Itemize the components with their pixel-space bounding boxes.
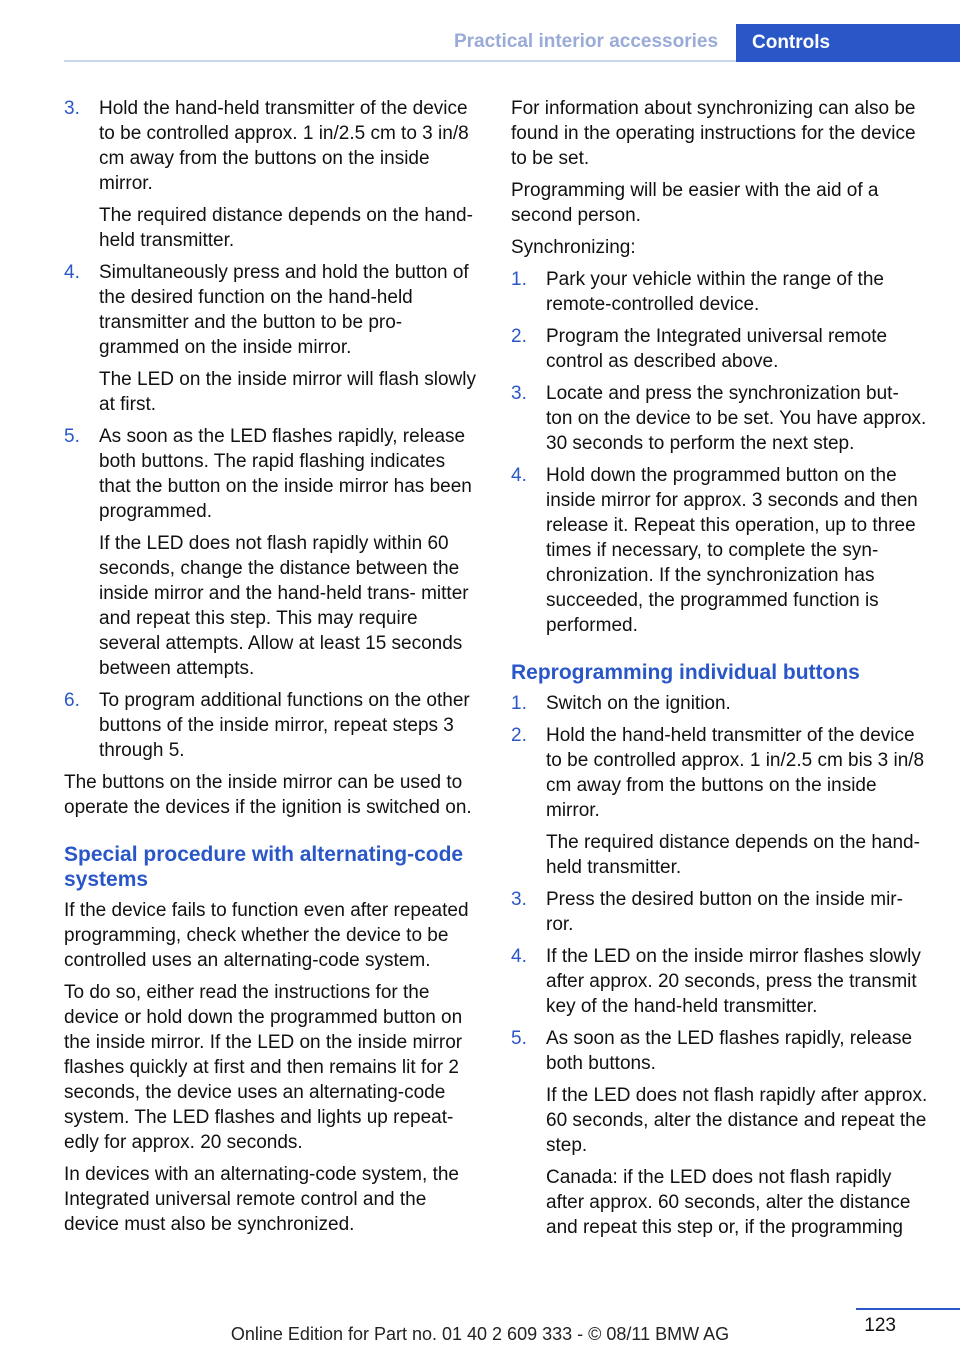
step-note: If the LED does not flash rapidly after approx. 60 seconds, alter the distance and repeat the step. — [546, 1085, 928, 1156]
programming-steps — [64, 96, 478, 763]
step-text: To program additional functions on the other buttons of the inside mirror, repeat steps 3 through 5. — [99, 690, 470, 761]
usage-paragraph: The buttons on the inside mirror can be used to operate the devices if the ignition is switched on. — [64, 772, 472, 818]
step-6 — [64, 688, 478, 763]
page-number: 123 — [864, 1315, 896, 1336]
footer-rule — [856, 1308, 960, 1310]
step-number: 4. — [511, 465, 527, 486]
alternating-code-paragraph-2: To do so, either read the instructions for the device or hold down the programmed button on the inside mirror. If the LED on the inside mirror flashes quickly at first and then remains lit for 2 seconds, the device uses an alternating-code system. The LED flashes and lights up repeat- edly for approx. 20 seconds. — [64, 982, 463, 1153]
step-number: 5. — [511, 1028, 527, 1049]
step-number: 3. — [511, 383, 527, 404]
alternating-code-heading: Special procedure with alternating-code systems — [64, 843, 464, 891]
reprog-step-5 — [511, 1026, 929, 1240]
reprogramming-heading: Reprogramming individual buttons — [511, 661, 860, 684]
step-text: Program the Integrated universal remote control as described above. — [546, 326, 888, 372]
step-text: As soon as the LED flashes rapidly, release both buttons. — [546, 1028, 913, 1074]
reprogramming-steps — [511, 691, 929, 1240]
step-note: The required distance depends on the hand-held transmitter. — [546, 832, 920, 878]
synchronizing-label: Synchronizing: — [511, 237, 636, 258]
step-text: Switch on the ignition. — [546, 693, 731, 714]
alternating-code-paragraph-3: In devices with an alternating-code system, the Integrated universal remote control and the device must also be synchronized. — [64, 1164, 459, 1235]
synchronizing-steps — [511, 267, 929, 638]
step-number: 2. — [511, 326, 527, 347]
step-number: 3. — [64, 98, 80, 119]
step-5 — [64, 424, 478, 681]
reprog-step-2 — [511, 723, 929, 880]
step-note: The LED on the inside mirror will flash slowly at first. — [99, 369, 476, 415]
step-text: Press the desired button on the inside mir- ror. — [546, 889, 903, 935]
step-note: If the LED does not flash rapidly within 60 seconds, change the distance between the inside mirror and the hand-held trans- mitter and repeat this step. This may require several attempts. Allow at least 15 seconds between attempts. — [99, 533, 469, 679]
section-title: Practical interior accessories — [453, 31, 719, 52]
reprog-step-3 — [511, 887, 929, 937]
step-number: 1. — [511, 269, 527, 290]
step-text: Hold down the programmed button on the inside mirror for approx. 3 seconds and then release it. Repeat this operation, up to three times if necessary, to complete the syn- chronization. If the synchronization has succeeded, the programmed function is performed. — [546, 465, 918, 636]
chapter-tab — [736, 24, 960, 62]
step-number: 4. — [64, 262, 80, 283]
step-number: 1. — [511, 693, 527, 714]
reprog-step-4 — [511, 944, 929, 1019]
step-number: 6. — [64, 690, 80, 711]
step-text: Hold the hand-held transmitter of the device to be controlled approx. 1 in/2.5 cm bis 3 in/8 cm away from the buttons on the inside mirror. — [546, 725, 925, 821]
step-number: 5. — [64, 426, 80, 447]
sync-step-4 — [511, 463, 929, 638]
chapter-label: Controls — [752, 32, 831, 53]
reprog-step-1 — [511, 691, 929, 716]
step-note-canada: Canada: if the LED does not flash rapidly after approx. 60 seconds, alter the distance and repeat this step or, if the programming — [546, 1167, 911, 1238]
step-text: If the LED on the inside mirror flashes slowly after approx. 20 seconds, press the transmit key of the hand-held transmitter. — [546, 946, 921, 1017]
edition-footer: Online Edition for Part no. 01 40 2 609 333 - © 08/11 BMW AG — [230, 1324, 730, 1344]
step-note: The required distance depends on the hand-held transmitter. — [99, 205, 473, 251]
sync-step-2 — [511, 324, 929, 374]
step-number: 4. — [511, 946, 527, 967]
step-text: Hold the hand-held transmitter of the device to be controlled approx. 1 in/2.5 cm to 3 in/8 cm away from the buttons on the inside mirror. — [99, 98, 469, 194]
step-number: 2. — [511, 725, 527, 746]
step-3 — [64, 96, 478, 253]
second-person-paragraph: Programming will be easier with the aid of a second person. — [511, 180, 879, 226]
right-column — [511, 96, 929, 1247]
alternating-code-paragraph-1: If the device fails to function even after repeated programming, check whether the device to be controlled uses an alternating-code system. — [64, 900, 469, 971]
step-text: Locate and press the synchronization but- ton on the device to be set. You have approx. 30 seconds to perform the next step. — [546, 383, 927, 454]
step-text: Park your vehicle within the range of the remote-controlled device. — [546, 269, 884, 315]
step-text: Simultaneously press and hold the button of the desired function on the hand-held transmitter and the button to be pro- grammed on the inside mirror. — [99, 262, 469, 358]
sync-info-paragraph: For information about synchronizing can also be found in the operating instructions for the device to be set. — [511, 98, 916, 169]
step-number: 3. — [511, 889, 527, 910]
sync-step-3 — [511, 381, 929, 456]
step-4 — [64, 260, 478, 417]
step-text: As soon as the LED flashes rapidly, release both buttons. The rapid flashing indicates that the button on the inside mirror has been programmed. — [99, 426, 472, 522]
sync-step-1 — [511, 267, 929, 317]
left-column — [64, 96, 478, 1244]
